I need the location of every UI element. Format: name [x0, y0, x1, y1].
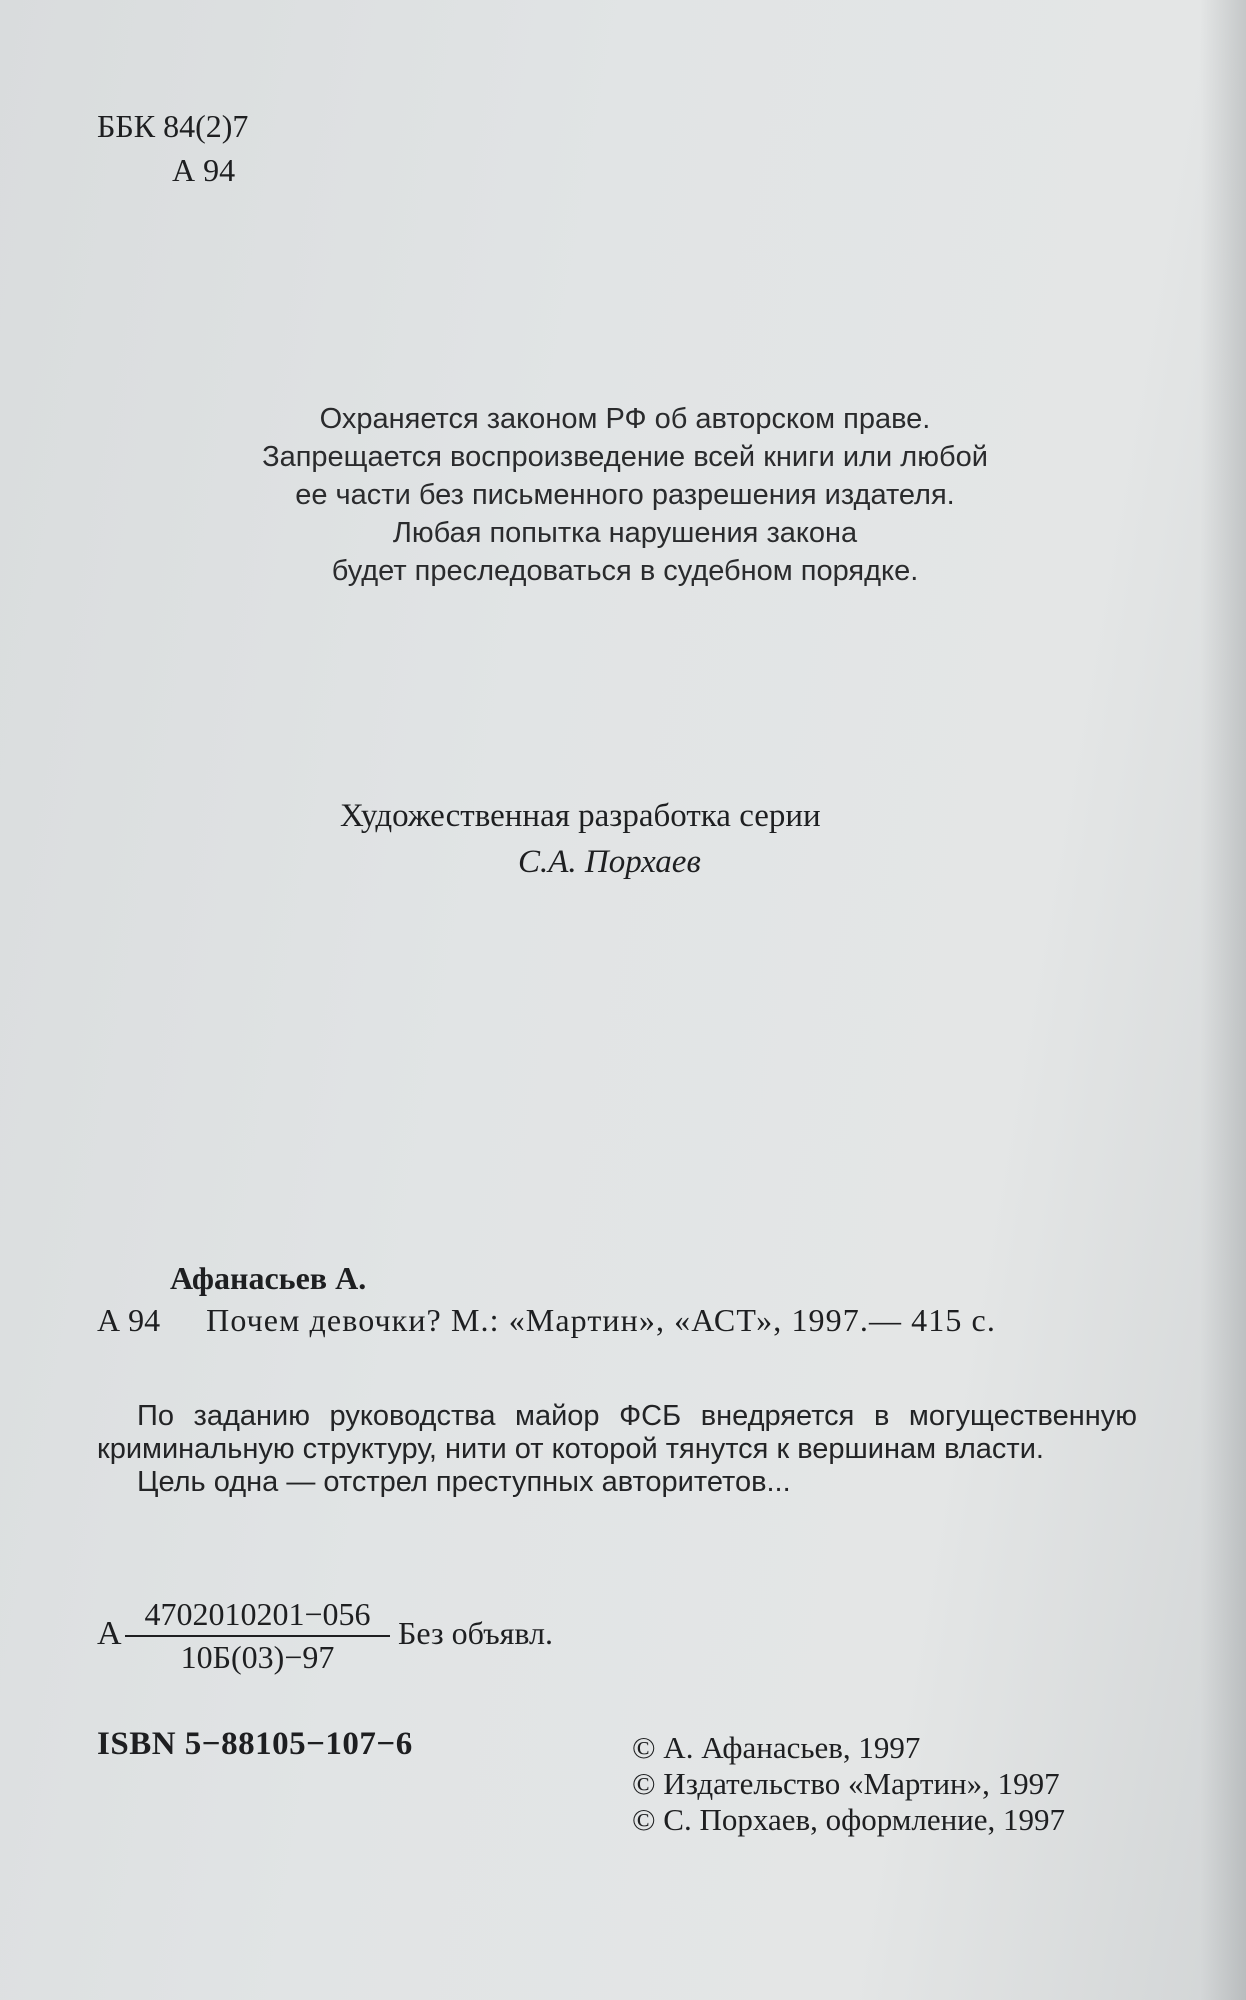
rights-line: © Издательство «Мартин», 1997: [632, 1766, 1060, 1801]
copyright-line: ее части без письменного разрешения издателя.: [295, 479, 955, 511]
isbn-number: ISBN 5−88105−107−6: [97, 1726, 413, 1762]
annotation-paragraph: По заданию руководства майор ФСБ внедряется в могущественную криминальную структуру, нити от которой тянутся к вершинам власти.: [97, 1400, 1137, 1465]
copyright-line: Запрещается воспроизведение всей книги или любой: [262, 441, 988, 473]
price-note: Без объявл.: [398, 1615, 554, 1651]
catalog-author: Афанасьев А.: [170, 1260, 367, 1296]
annotation-paragraph: Цель одна — отстрел преступных авторитетов...: [137, 1466, 791, 1498]
rights-block: [632, 1730, 1065, 1838]
copyright-notice: [180, 400, 1070, 590]
publication-code-fraction: [125, 1596, 390, 1676]
copyright-line: Любая попытка нарушения закона: [392, 517, 858, 549]
rights-line: © А. Афанасьев, 1997: [632, 1730, 921, 1765]
catalog-title: Почем девочки? М.: «Мартин», «АСТ», 1997.— 415 с.: [206, 1302, 996, 1338]
catalog-entry-line: [97, 1302, 996, 1339]
copyright-line: будет преследоваться в судебном порядке.: [331, 555, 919, 587]
book-annotation: [97, 1400, 1137, 1499]
rights-line: © С. Порхаев, оформление, 1997: [632, 1802, 1066, 1837]
publication-code-denominator: 10Б(03)−97: [180, 1639, 335, 1675]
publication-code-letter: А: [97, 1615, 122, 1652]
series-design-label: Художественная разработка серии: [340, 798, 821, 834]
copyright-line: Охраняется законом РФ об авторском праве.: [319, 403, 931, 435]
publication-code-numerator: 4702010201−056: [125, 1596, 390, 1637]
series-designer-name: С.А. Порхаев: [518, 844, 701, 880]
bbk-code: ББК 84(2)7: [97, 108, 249, 144]
author-index: А 94: [172, 152, 236, 188]
catalog-index: А 94: [97, 1302, 161, 1338]
